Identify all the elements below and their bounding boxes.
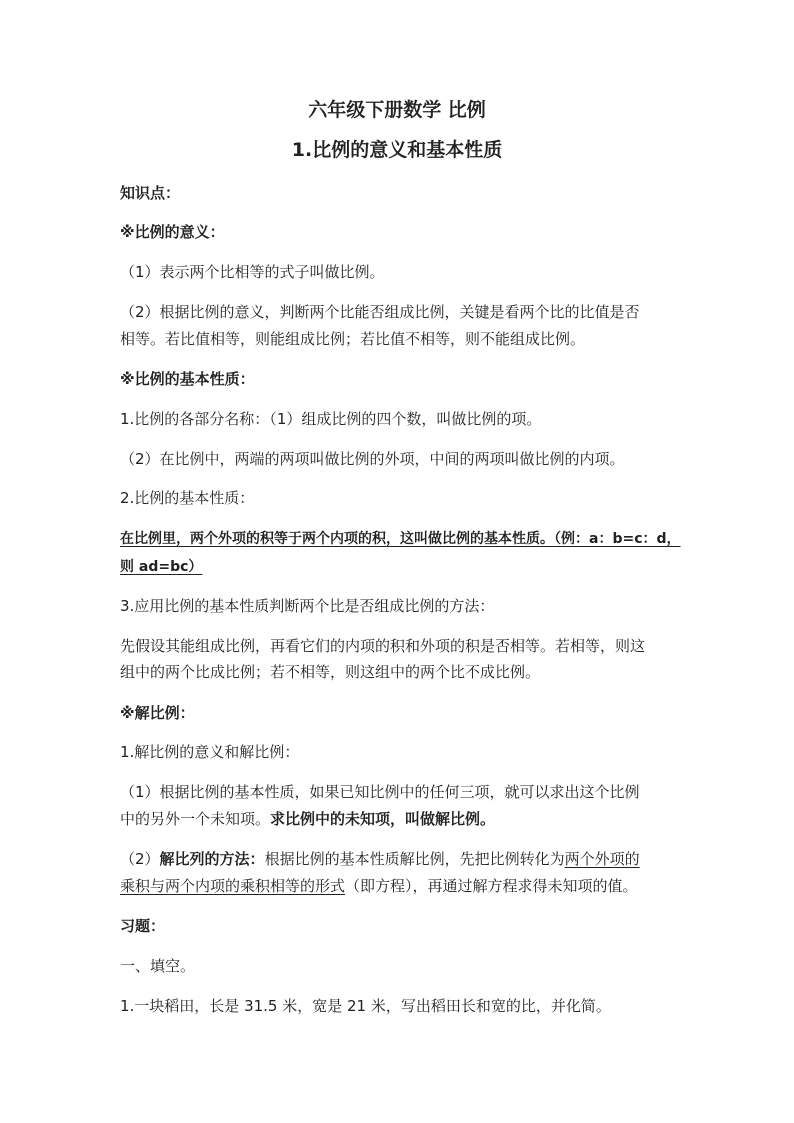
solve-paragraph-2-underlined-2: 乘积与两个内项的乘积相等的形式 bbox=[120, 877, 346, 895]
knowledge-heading: 知识点： bbox=[120, 184, 181, 202]
meaning-paragraph-1: （1）表示两个比相等的式子叫做比例。 bbox=[120, 263, 385, 281]
meaning-paragraph-2-line-1: （2）根据比例的意义，判断两个比能否组成比例，关键是看两个比的比值是否 bbox=[120, 303, 640, 321]
document-subtitle: 1.比例的意义和基本性质 bbox=[291, 139, 503, 161]
property-item-1: 1.比例的各部分名称：（1）组成比例的四个数，叫做比例的项。 bbox=[120, 410, 542, 428]
property-item-2: 2.比例的基本性质： bbox=[120, 489, 255, 507]
solve-paragraph-1-plain: 中的另外一个未知项。 bbox=[120, 810, 271, 828]
exercise-question-1: 1.一块稻田，长是 31.5 米，宽是 21 米，写出稻田长和宽的比，并化简。 bbox=[120, 997, 611, 1015]
solve-paragraph-2-line-1 bbox=[120, 849, 640, 869]
meaning-heading: ※比例的意义： bbox=[120, 223, 225, 241]
meaning-paragraph-2-line-2: 相等。若比值相等，则能组成比例；若比值不相等，则不能组成比例。 bbox=[120, 330, 586, 348]
solve-paragraph-2-underlined-1: 两个外项的 bbox=[564, 850, 640, 868]
solve-paragraph-2-line-2 bbox=[120, 876, 638, 896]
solve-paragraph-1-bold: 求比例中的未知项，叫做解比例。 bbox=[270, 810, 496, 828]
solve-paragraph-2-rest: （即方程），再通过解方程求得未知项的值。 bbox=[345, 877, 638, 895]
property-heading: ※比例的基本性质： bbox=[120, 370, 255, 388]
property-method-line-1: 先假设其能组成比例，再看它们的内项的积和外项的积是否相等。若相等，则这 bbox=[120, 637, 646, 655]
exercise-section-fill-blank: 一、填空。 bbox=[120, 957, 196, 975]
property-item-1b: （2）在比例中，两端的两项叫做比例的外项，中间的两项叫做比例的内项。 bbox=[120, 450, 625, 468]
solve-heading: ※解比例： bbox=[120, 704, 195, 722]
solve-paragraph-1-line-2 bbox=[120, 809, 495, 829]
solve-paragraph-1-line-1: （1）根据比例的基本性质，如果已知比例中的任何三项，就可以求出这个比例 bbox=[120, 783, 640, 801]
solve-paragraph-2-plain: 根据比例的基本性质解比例，先把比例转化为 bbox=[264, 850, 565, 868]
property-item-3: 3.应用比例的基本性质判断两个比是否组成比例的方法： bbox=[120, 597, 495, 615]
property-rule-line-2: 则 ad=bc） bbox=[120, 559, 203, 575]
property-method-line-2: 组中的两个比成比例；若不相等，则这组中的两个比不成比例。 bbox=[120, 663, 541, 681]
property-rule-line-1: 在比例里，两个外项的积等于两个内项的积，这叫做比例的基本性质。（例：a：b=c：d， bbox=[120, 531, 681, 547]
solve-method-label: 解比列的方法： bbox=[159, 850, 265, 868]
exercise-heading: 习题： bbox=[120, 917, 166, 935]
solve-item-1: 1.解比例的意义和解比例： bbox=[120, 743, 300, 761]
document-title: 六年级下册数学 比例 bbox=[308, 99, 486, 121]
solve-paragraph-2-prefix: （2） bbox=[120, 850, 160, 868]
